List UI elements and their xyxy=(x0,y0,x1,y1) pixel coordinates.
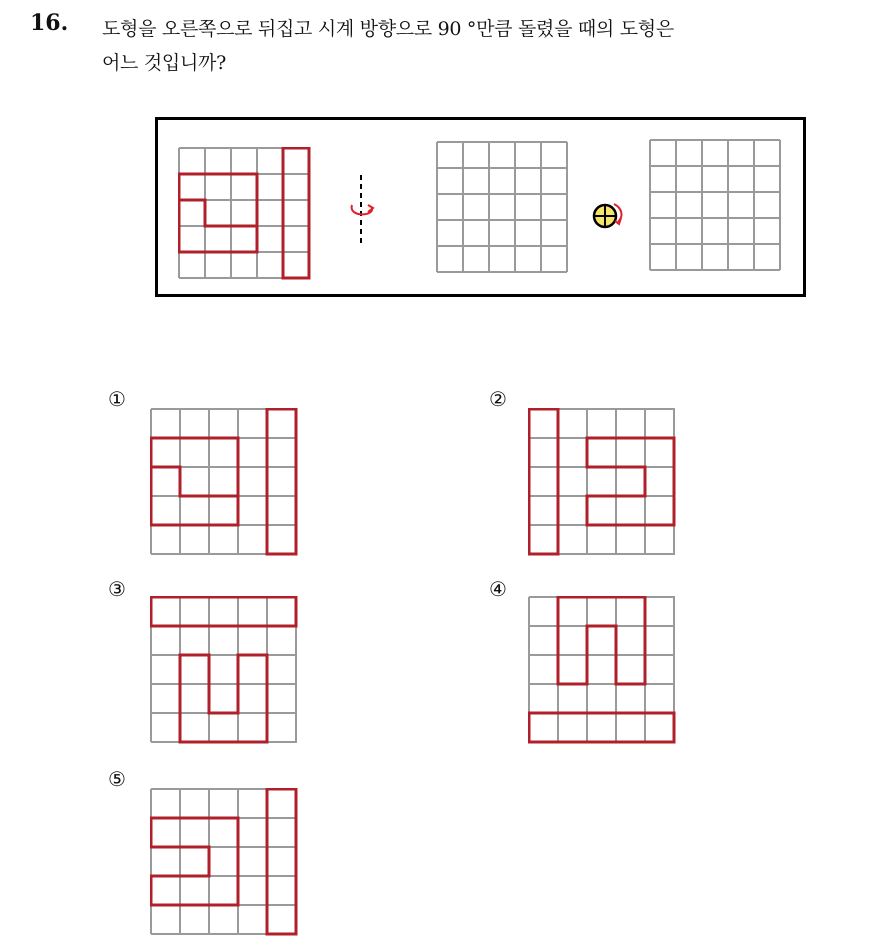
shape-outline xyxy=(151,597,296,742)
choice-3-grid[interactable] xyxy=(150,596,300,746)
choice-5-label[interactable]: ⑤ xyxy=(108,767,126,791)
grid-lines xyxy=(179,148,309,278)
choice-4-grid[interactable] xyxy=(528,596,678,746)
choice-2-grid[interactable] xyxy=(528,408,678,558)
choice-4-label[interactable]: ④ xyxy=(489,577,507,601)
shape-outline xyxy=(529,409,674,554)
choice-1-label[interactable]: ① xyxy=(108,387,126,411)
choice-3-label[interactable]: ③ xyxy=(108,577,126,601)
shape-outline xyxy=(529,597,674,742)
blank-grid-after-flip xyxy=(436,141,570,275)
shape-outline xyxy=(151,409,296,554)
shape-outline xyxy=(151,789,296,934)
shape-outline xyxy=(179,148,309,278)
question-text-line2: 어느 것입니까? xyxy=(102,52,226,74)
original-shape-grid xyxy=(178,147,312,281)
clock-rotate-icon xyxy=(590,200,630,234)
question-text-line1: 도형을 오른쪽으로 뒤집고 시계 방향으로 90 °만큼 돌렸을 때의 도형은 xyxy=(102,18,674,40)
choice-5-grid[interactable] xyxy=(150,788,300,938)
question-number: 16. xyxy=(30,10,69,36)
blank-grid-after-rotation xyxy=(649,139,783,273)
choice-2-label[interactable]: ② xyxy=(489,387,507,411)
choice-1-grid[interactable] xyxy=(150,408,300,558)
flip-axis-icon xyxy=(340,175,380,247)
